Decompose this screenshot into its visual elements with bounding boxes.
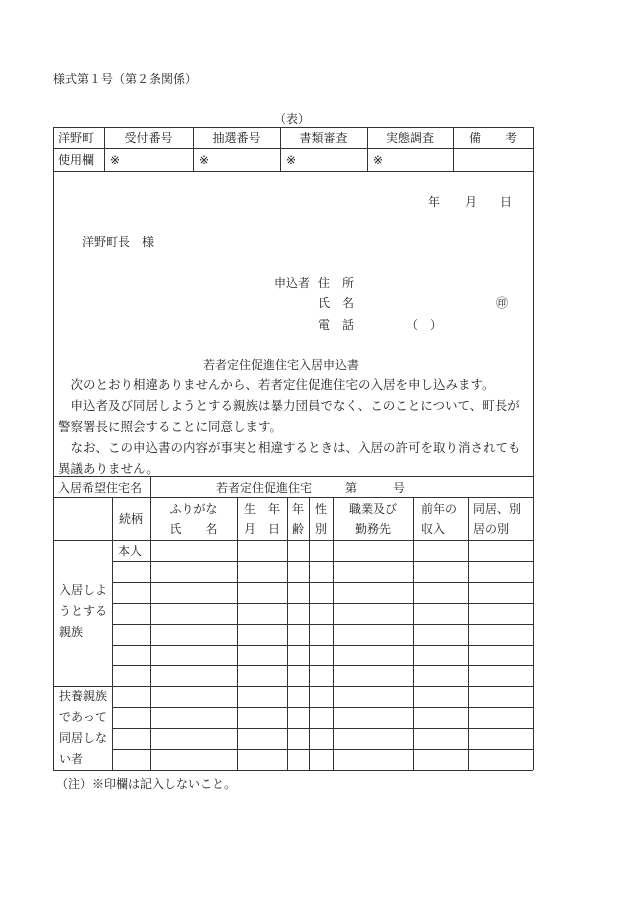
rule [112,561,533,562]
rule [333,497,334,770]
rule [53,540,533,541]
column-birthdate: 生 年 [243,502,280,516]
body-paragraph: 次のとおり相違ありませんから、若者定住促進住宅の入居を申し込みます。 [58,377,495,392]
applicant-name-label: 氏 名 [318,296,355,310]
rule [413,497,414,770]
body-paragraph: なお、この申込書の内容が事実と相違するときは、入居の許可を取り消されても異議ありません。 [58,440,521,476]
rule [112,582,533,583]
header-site-survey: 実態調査 [385,131,434,145]
column-birthdate: 月 日 [243,522,280,536]
housing-name: 若者定住促進住宅 [216,481,313,495]
rule [112,624,533,625]
column-sex: 性 [314,502,327,516]
rule [150,476,151,497]
column-income: 前年の [421,502,458,516]
rule [112,728,533,729]
group-dependents-not-cohabiting: であって [59,710,107,724]
header-receipt-number: 受付番号 [124,131,173,145]
group-cohabiting-relatives: 親族 [59,625,84,639]
rule [112,707,533,708]
rule [112,603,533,604]
rule [112,497,113,770]
rule [53,171,533,172]
column-occupation: 勤務先 [354,522,391,536]
column-name: 氏 名 [169,522,218,536]
rule [468,497,469,770]
addressee: 洋野町長 様 [82,235,155,249]
rule [53,148,533,149]
rule [112,749,533,750]
rule [53,497,533,498]
column-age: 年 [291,502,304,516]
office-use-label: 使用欄 [58,153,95,167]
column-age: 齢 [291,522,304,536]
column-furigana: ふりがな [169,502,218,516]
form-title: 若者定住促進住宅入居申込書 [203,358,360,372]
header-remarks: 備 考 [468,131,517,145]
body-paragraph: 申込者及び同居しようとする親族は暴力団員でなく、このことについて、町長が警察署長に照会することに同意します。 [58,398,520,434]
applicant-address-label: 住 所 [318,276,355,290]
rule [150,497,151,770]
rule [112,665,533,666]
group-dependents-not-cohabiting: 同居しな [59,731,108,745]
office-mark: ※ [373,153,384,167]
border-left [53,127,54,770]
rule [287,497,288,770]
office-mark: ※ [286,153,297,167]
group-cohabiting-relatives: 入居しよ [59,583,108,597]
group-dependents-not-cohabiting: い者 [59,752,84,766]
self-label: 本人 [118,544,143,558]
side-label: （表） [274,112,311,126]
housing-number: 第 号 [345,481,406,495]
column-sex: 別 [314,522,327,536]
column-income: 収入 [421,522,446,536]
office-mark: ※ [110,153,121,167]
footnote: （注）※印欄は記入しないこと。 [56,777,237,791]
rule [112,645,533,646]
border-bottom [53,770,533,771]
border-top [53,127,533,128]
seal-mark: ㊞ [496,296,509,310]
group-dependents-not-cohabiting: 扶養親族 [59,689,108,703]
form-number: 様式第１号（第２条関係） [53,72,198,86]
date-month: 月 [465,195,478,209]
rule [237,497,238,770]
rule [53,686,533,687]
header-document-review: 書類審査 [299,131,348,145]
date-year: 年 [428,195,441,209]
housing-label: 入居希望住宅名 [58,481,143,495]
column-occupation: 職業及び [348,502,397,516]
column-relation: 続柄 [118,512,143,526]
phone-paren: （ ） [406,318,443,332]
office-mark: ※ [199,153,210,167]
column-cohabitation: 居の別 [473,522,510,536]
applicant-label: 申込者 [274,276,311,290]
group-cohabiting-relatives: うとする [59,604,108,618]
date-day: 日 [500,195,513,209]
applicant-phone-label: 電 話 [318,318,355,332]
office-use-label: 洋野町 [58,131,95,145]
rule [309,497,310,770]
border-right [533,127,534,770]
header-lottery-number: 抽選番号 [212,131,261,145]
column-cohabitation: 同居、別 [473,502,522,516]
